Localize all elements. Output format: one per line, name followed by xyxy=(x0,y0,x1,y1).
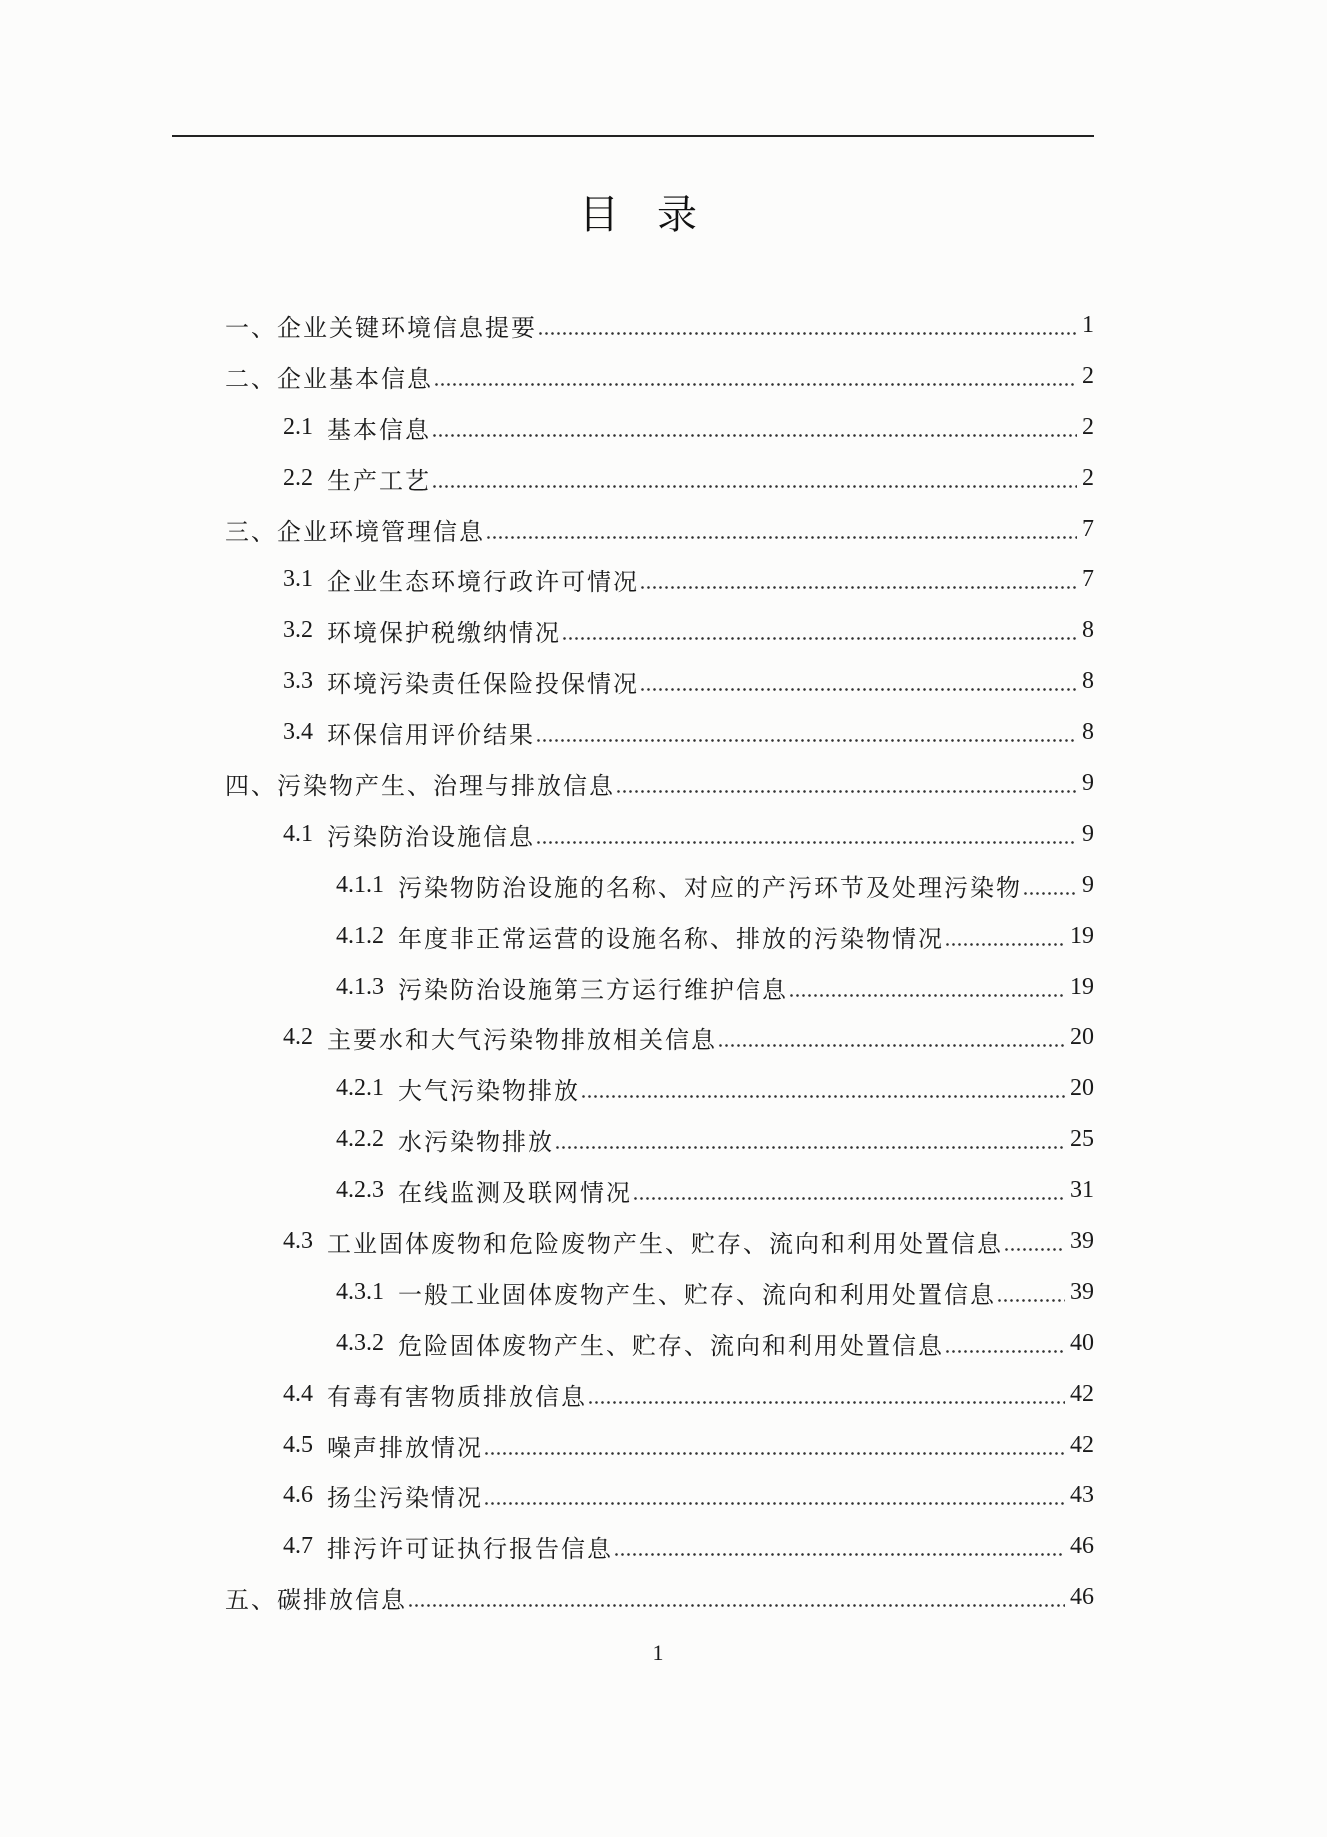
toc-page-number: 8 xyxy=(1082,719,1094,746)
toc-entry xyxy=(225,758,1094,809)
toc-entry xyxy=(283,1216,1094,1267)
toc-entry-number: 4.6 xyxy=(283,1482,313,1509)
toc-page-number: 46 xyxy=(1070,1584,1094,1611)
toc-leader-dots xyxy=(790,994,1065,997)
toc-entry-title: 在线监测及联网情况 xyxy=(398,1181,632,1208)
page-title: 目 录 xyxy=(579,192,711,237)
toc-entry xyxy=(283,809,1094,860)
toc-entry-title: 污染物防治设施的名称、对应的产污环节及处理污染物 xyxy=(398,875,1022,902)
toc-entry-number: 4.4 xyxy=(283,1380,313,1407)
toc-page-number: 7 xyxy=(1082,515,1094,542)
toc-entry xyxy=(283,453,1094,504)
toc-entry xyxy=(336,1267,1094,1318)
toc-page-number: 8 xyxy=(1082,668,1094,695)
toc-page-number: 7 xyxy=(1082,566,1094,593)
toc-leader-dots xyxy=(409,1604,1065,1607)
toc-entry xyxy=(283,1369,1094,1420)
toc-page-number: 39 xyxy=(1070,1227,1094,1254)
toc-entry-number: 4.5 xyxy=(283,1431,313,1458)
toc-entry-number: 4.7 xyxy=(283,1533,313,1560)
toc-entry-title: 碳排放信息 xyxy=(277,1588,407,1615)
toc-entry xyxy=(283,1521,1094,1572)
toc-leader-dots xyxy=(582,1095,1065,1098)
toc-entry xyxy=(283,605,1094,656)
toc-entry-number: 二、 xyxy=(225,366,277,393)
toc-entry xyxy=(225,504,1094,555)
toc-page-number: 1 xyxy=(1082,311,1094,338)
toc-page-number: 2 xyxy=(1082,413,1094,440)
toc-leader-dots xyxy=(435,383,1077,386)
toc-entry-title: 危险固体废物产生、贮存、流向和利用处置信息 xyxy=(398,1333,944,1360)
toc-entry-number: 4.1.1 xyxy=(336,871,384,898)
toc-entry-number: 四、 xyxy=(225,773,277,800)
toc-leader-dots xyxy=(1024,892,1077,895)
toc-entry xyxy=(336,1114,1094,1165)
toc-entry-title: 水污染物排放 xyxy=(398,1130,554,1157)
toc-page-number: 25 xyxy=(1070,1126,1094,1153)
toc-entry-title: 排污许可证执行报告信息 xyxy=(327,1537,613,1564)
toc-entry xyxy=(225,1572,1094,1623)
toc-entry-number: 4.1.3 xyxy=(336,973,384,1000)
toc-entry-title: 年度非正常运营的设施名称、排放的污染物情况 xyxy=(398,926,944,953)
toc-entry-number: 3.3 xyxy=(283,668,313,695)
header-rule xyxy=(172,135,1094,137)
table-of-contents xyxy=(0,300,1094,1623)
toc-leader-dots xyxy=(487,536,1077,539)
toc-leader-dots xyxy=(485,1452,1065,1455)
toc-page-number: 42 xyxy=(1070,1431,1094,1458)
toc-leader-dots xyxy=(556,1146,1065,1149)
toc-entry-number: 4.2.1 xyxy=(336,1075,384,1102)
toc-page-number: 31 xyxy=(1070,1177,1094,1204)
toc-entry-number: 3.2 xyxy=(283,617,313,644)
toc-leader-dots xyxy=(617,790,1077,793)
toc-leader-dots xyxy=(641,688,1077,691)
toc-page-number: 20 xyxy=(1070,1075,1094,1102)
toc-leader-dots xyxy=(433,485,1077,488)
toc-leader-dots xyxy=(433,434,1077,437)
toc-entry-title: 企业生态环境行政许可情况 xyxy=(327,570,639,597)
toc-leader-dots xyxy=(634,1197,1065,1200)
toc-entry xyxy=(283,1470,1094,1521)
toc-page-number: 42 xyxy=(1070,1380,1094,1407)
toc-leader-dots xyxy=(539,332,1077,335)
toc-entry-number: 4.1.2 xyxy=(336,922,384,949)
toc-entry-number: 4.3 xyxy=(283,1227,313,1254)
toc-entry xyxy=(336,1165,1094,1216)
toc-entry-number: 2.1 xyxy=(283,413,313,440)
toc-entry-title: 工业固体废物和危险废物产生、贮存、流向和利用处置信息 xyxy=(327,1231,1003,1258)
toc-entry-title: 污染防治设施信息 xyxy=(327,824,535,851)
toc-entry-title: 企业环境管理信息 xyxy=(277,519,485,546)
toc-entry xyxy=(283,402,1094,453)
toc-entry-number: 4.1 xyxy=(283,820,313,847)
toc-leader-dots xyxy=(563,637,1077,640)
toc-entry-title: 环保信用评价结果 xyxy=(327,723,535,750)
toc-entry-title: 扬尘污染情况 xyxy=(327,1486,483,1513)
toc-page-number: 2 xyxy=(1082,464,1094,491)
toc-entry-title: 生产工艺 xyxy=(327,468,431,495)
toc-entry-title: 污染物产生、治理与排放信息 xyxy=(277,773,615,800)
toc-entry xyxy=(336,1063,1094,1114)
toc-page-number: 39 xyxy=(1070,1278,1094,1305)
toc-entry-title: 环境污染责任保险投保情况 xyxy=(327,672,639,699)
toc-entry xyxy=(336,860,1094,911)
toc-entry-number: 3.1 xyxy=(283,566,313,593)
toc-entry-title: 噪声排放情况 xyxy=(327,1435,483,1462)
toc-page-number: 9 xyxy=(1082,871,1094,898)
toc-page-number: 8 xyxy=(1082,617,1094,644)
toc-entry-title: 一般工业固体废物产生、贮存、流向和利用处置信息 xyxy=(398,1282,996,1309)
toc-entry xyxy=(283,1012,1094,1063)
toc-entry-number: 五、 xyxy=(225,1588,277,1615)
toc-leader-dots xyxy=(589,1401,1065,1404)
toc-entry-number: 4.2.3 xyxy=(336,1177,384,1204)
toc-leader-dots xyxy=(998,1299,1065,1302)
toc-entry-title: 企业关键环境信息提要 xyxy=(277,315,537,342)
toc-entry-number: 三、 xyxy=(225,519,277,546)
toc-leader-dots xyxy=(537,739,1077,742)
toc-leader-dots xyxy=(537,841,1077,844)
toc-entry-number: 3.4 xyxy=(283,719,313,746)
toc-entry-title: 主要水和大气污染物排放相关信息 xyxy=(327,1028,717,1055)
toc-page-number: 19 xyxy=(1070,973,1094,1000)
toc-leader-dots xyxy=(719,1044,1065,1047)
toc-entry xyxy=(336,911,1094,962)
toc-page-number: 46 xyxy=(1070,1533,1094,1560)
toc-entry-number: 4.3.2 xyxy=(336,1329,384,1356)
toc-entry-title: 大气污染物排放 xyxy=(398,1079,580,1106)
toc-entry-title: 企业基本信息 xyxy=(277,366,433,393)
toc-leader-dots xyxy=(641,586,1077,589)
toc-entry-number: 4.2.2 xyxy=(336,1126,384,1153)
toc-leader-dots xyxy=(1005,1248,1065,1251)
toc-entry xyxy=(283,554,1094,605)
toc-entry-title: 基本信息 xyxy=(327,417,431,444)
toc-entry-number: 一、 xyxy=(225,315,277,342)
toc-page-number: 43 xyxy=(1070,1482,1094,1509)
toc-entry-number: 2.2 xyxy=(283,464,313,491)
toc-page-number: 19 xyxy=(1070,922,1094,949)
toc-leader-dots xyxy=(615,1553,1065,1556)
toc-page-number: 2 xyxy=(1082,362,1094,389)
toc-entry-title: 污染防治设施第三方运行维护信息 xyxy=(398,977,788,1004)
toc-page-number: 40 xyxy=(1070,1329,1094,1356)
toc-entry-title: 环境保护税缴纳情况 xyxy=(327,621,561,648)
toc-page-number: 9 xyxy=(1082,769,1094,796)
toc-leader-dots xyxy=(485,1502,1065,1505)
toc-entry xyxy=(336,1318,1094,1369)
toc-entry-number: 4.3.1 xyxy=(336,1278,384,1305)
toc-leader-dots xyxy=(946,943,1065,946)
toc-entry xyxy=(283,656,1094,707)
page-number: 1 xyxy=(652,1640,664,1665)
toc-page-number: 20 xyxy=(1070,1024,1094,1051)
toc-leader-dots xyxy=(946,1350,1065,1353)
toc-entry xyxy=(336,962,1094,1013)
toc-entry xyxy=(225,351,1094,402)
toc-entry xyxy=(283,707,1094,758)
toc-entry-number: 4.2 xyxy=(283,1024,313,1051)
toc-entry-title: 有毒有害物质排放信息 xyxy=(327,1384,587,1411)
toc-entry xyxy=(225,300,1094,351)
toc-page-number: 9 xyxy=(1082,820,1094,847)
toc-entry xyxy=(283,1420,1094,1471)
